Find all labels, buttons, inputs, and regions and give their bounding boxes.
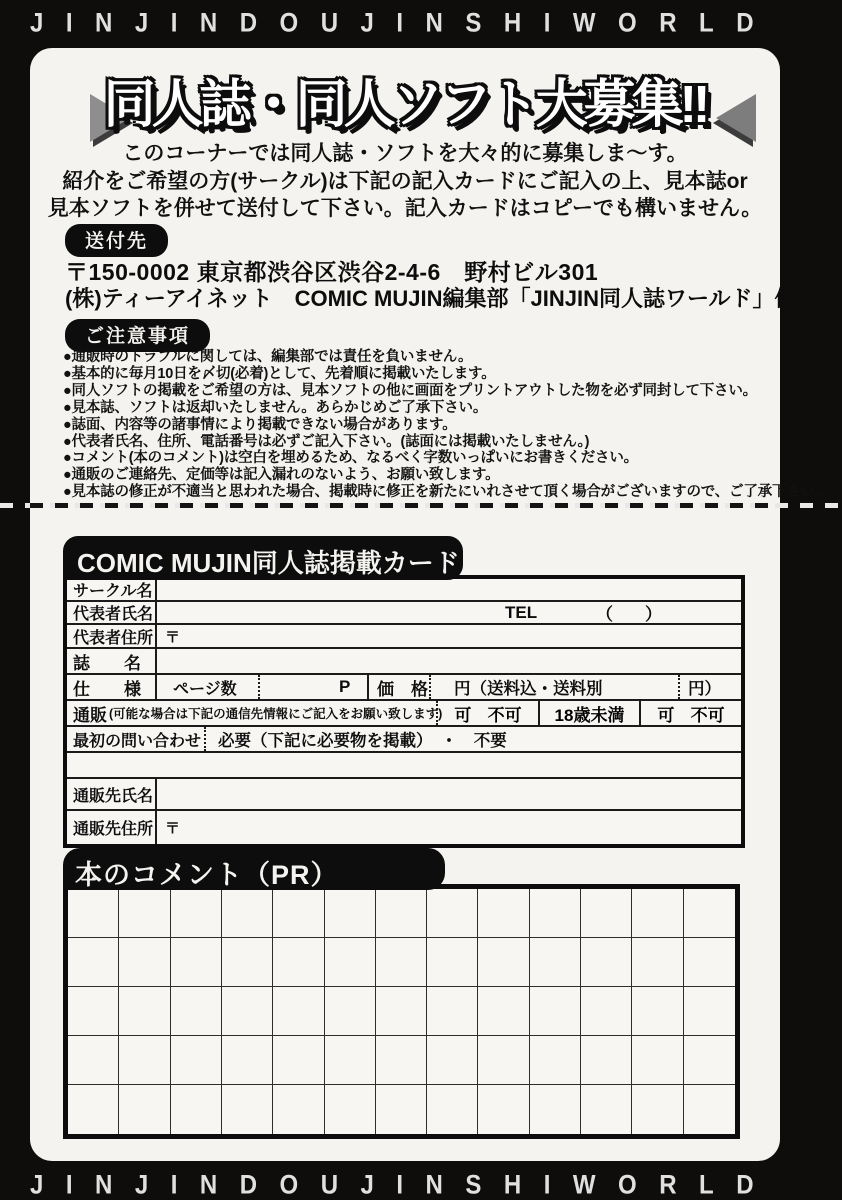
row-spec <box>67 675 741 701</box>
first-inquiry-options: 必要（下記に必要物を掲載） ・ 不要 <box>218 732 507 750</box>
comment-grid-cell <box>581 987 632 1036</box>
row-rep-addr <box>67 625 741 649</box>
ok-option: 可 <box>454 705 472 725</box>
comment-grid-cell <box>478 1036 529 1085</box>
comment-grid-cell <box>478 889 529 938</box>
comment-grid-cell <box>530 1036 581 1085</box>
comment-grid-cell <box>632 1036 683 1085</box>
under18-yes-no <box>641 701 741 725</box>
divider <box>367 675 369 699</box>
comment-grid-cell <box>222 1085 273 1134</box>
comment-grid <box>63 884 740 1139</box>
divider <box>429 675 431 699</box>
circle-name-label: サークル名 <box>67 579 157 600</box>
note-item: ●見本誌の修正が不適当と思われた場合、掲載時に修正を新たにいれさせて頂く場合がございますので、ご了承下さい。 <box>63 484 830 501</box>
comment-grid-cell <box>222 889 273 938</box>
comment-grid-cell <box>119 1085 170 1134</box>
comment-grid-cell <box>376 1085 427 1134</box>
ng-option: 不可 <box>487 705 522 725</box>
comment-grid-cell <box>171 1036 222 1085</box>
divider <box>678 675 680 699</box>
comment-grid-cell <box>171 1085 222 1134</box>
comment-grid-cell <box>222 987 273 1036</box>
price-label: 価 格 <box>377 679 428 699</box>
price-unit-close: 円） <box>688 680 721 698</box>
comment-grid-cell <box>68 987 119 1036</box>
comment-grid-cell <box>273 889 324 938</box>
comment-grid-cell <box>632 938 683 987</box>
divider <box>258 675 260 699</box>
comment-grid-cell <box>171 938 222 987</box>
intro-line: 見本ソフトを併せて送付して下さい。記入カードはコピーでも構いません。 <box>47 197 763 220</box>
comment-grid-cell <box>684 987 735 1036</box>
comment-grid-cell <box>376 889 427 938</box>
mail-order-label: 通販 <box>73 705 107 725</box>
row-book-title <box>67 649 741 675</box>
comment-grid-cell <box>68 1085 119 1134</box>
cut-line-dashes <box>30 503 780 508</box>
note-item: ●基本的に毎月10日を〆切(必着)として、先着順に掲載いたします。 <box>63 365 496 382</box>
comment-grid-cell <box>119 889 170 938</box>
notes-badge: ご注意事項 <box>65 319 210 352</box>
comment-grid-cell <box>273 987 324 1036</box>
row-mo-name <box>67 779 741 811</box>
comment-grid-cell <box>376 938 427 987</box>
mail-order-note: (可能な場合は下記の通信先情報にご記入をお願い致します) <box>109 707 443 721</box>
note-item: ●見本誌、ソフトは返却いたしません。あらかじめご了承下さい。 <box>63 399 488 416</box>
comment-grid-cell <box>273 938 324 987</box>
comment-grid-cell <box>427 1036 478 1085</box>
rep-name-label: 代表者氏名 <box>67 602 157 623</box>
price-unit-open: 円（送料込・送料別 <box>454 680 603 698</box>
row-mo-addr <box>67 811 741 844</box>
page-unit-label: P <box>339 677 351 696</box>
row-mail-order <box>67 701 741 727</box>
comment-grid-cell <box>273 1085 324 1134</box>
comment-grid-cell <box>684 889 735 938</box>
rep-addr-label: 代表者住所 <box>67 625 157 647</box>
comment-grid-cell <box>427 938 478 987</box>
page-count-label: ページ数 <box>173 680 237 698</box>
comment-grid-cell <box>632 1085 683 1134</box>
comment-grid-cell <box>273 1036 324 1085</box>
intro-text <box>30 140 780 223</box>
notes-list <box>63 349 829 501</box>
comment-grid-cell <box>171 889 222 938</box>
comment-grid-cell <box>68 938 119 987</box>
comment-grid-cell <box>478 1085 529 1134</box>
comment-grid-cell <box>222 938 273 987</box>
comment-grid-cell <box>530 889 581 938</box>
comment-tab-title: 本のコメント（PR） <box>63 848 445 890</box>
spec-label: 仕 様 <box>67 675 157 699</box>
page-title: 同人誌・同人ソフト大募集!! <box>103 76 707 134</box>
comment-grid-cell <box>684 1036 735 1085</box>
row-first-inquiry <box>67 727 741 753</box>
comment-grid-cell <box>632 889 683 938</box>
top-banner: JINJINDOUJINSHIWORLD <box>30 8 777 39</box>
tel-paren-close: ） <box>645 605 662 624</box>
comment-grid-cell <box>478 987 529 1036</box>
cut-line <box>0 503 842 508</box>
mo-name-label: 通販先氏名 <box>67 779 157 809</box>
comment-grid-cell <box>325 1085 376 1134</box>
note-item: ●代表者氏名、住所、電話番号は必ずご記入下さい。(誌面には掲載いたしません。) <box>63 433 590 450</box>
shipping-address-line1: 〒150-0002 東京都渋谷区渋谷2-4-6 野村ビル301 <box>65 259 599 285</box>
comment-grid-cell <box>325 889 376 938</box>
comment-grid-cell <box>581 1085 632 1134</box>
comment-grid-cell <box>325 987 376 1036</box>
row-rep-name <box>67 602 741 625</box>
intro-line: このコーナーでは同人誌・ソフトを大々的に募集しま～す。 <box>122 142 688 165</box>
card-tab-title: COMIC MUJIN同人誌掲載カード <box>63 536 463 580</box>
note-item: ●誌面、内容等の諸事情により掲載できない場合があります。 <box>63 416 457 433</box>
tel-label: TEL <box>505 602 538 622</box>
comment-grid-cell <box>325 938 376 987</box>
comment-grid-cell <box>427 889 478 938</box>
comment-grid-cell <box>530 987 581 1036</box>
comment-grid-cell <box>581 1036 632 1085</box>
postal-mark: 〒 <box>165 820 181 837</box>
under18-label: 18歳未満 <box>554 705 625 725</box>
comment-grid-cell <box>119 1036 170 1085</box>
row-spacer <box>67 753 741 779</box>
tel-paren-open: （ <box>596 605 613 624</box>
comment-grid-cell <box>581 938 632 987</box>
comment-grid-cell <box>68 1036 119 1085</box>
comment-grid-cell <box>171 987 222 1036</box>
comment-grid-cell <box>632 987 683 1036</box>
comment-grid-cell <box>376 987 427 1036</box>
submission-card-table <box>63 575 745 848</box>
comment-grid-cell <box>119 938 170 987</box>
intro-line: 紹介をご希望の方(サークル)は下記の記入カードにご記入の上、見本誌or <box>62 169 748 193</box>
comment-grid-cell <box>325 1036 376 1085</box>
comment-grid-cell <box>427 987 478 1036</box>
comment-grid-cell <box>427 1085 478 1134</box>
mail-order-yes-no <box>438 701 538 725</box>
comment-grid-cell <box>581 889 632 938</box>
comment-grid-cell <box>530 938 581 987</box>
comment-grid-cell <box>530 1085 581 1134</box>
note-item: ●同人ソフトの掲載をご希望の方は、見本ソフトの他に画面をプリントアウトした物を必ず同封して下さい。 <box>63 382 757 399</box>
comment-grid-cell <box>222 1036 273 1085</box>
ok-option: 可 <box>657 705 675 725</box>
shipping-address-line2: (株)ティーアイネット COMIC MUJIN編集部「JINJIN同人誌ワールド」係 <box>65 286 797 311</box>
comment-grid-cell <box>478 938 529 987</box>
book-title-label: 誌 名 <box>67 649 157 673</box>
note-item: ●通販のご連絡先、定価等は記入漏れのないよう、お願い致します。 <box>63 467 500 484</box>
comment-grid-cell <box>119 987 170 1036</box>
ng-option: 不可 <box>690 705 725 725</box>
comment-grid-cell <box>68 889 119 938</box>
note-item: ●コメント(本のコメント)は空白を埋めるため、なるべく字数いっぱいにお書きください。 <box>63 450 638 467</box>
content-panel <box>30 48 830 1161</box>
comment-grid-cell <box>684 938 735 987</box>
note-item: ●通販時のトラブルに関しては、編集部では責任を負いません。 <box>63 349 473 365</box>
comment-grid-cell <box>684 1085 735 1134</box>
row-circle-name <box>67 579 741 602</box>
postal-mark: 〒 <box>165 628 181 646</box>
bottom-banner: JINJINDOUJINSHIWORLD <box>30 1170 777 1200</box>
shipping-badge: 送付先 <box>65 224 168 257</box>
first-inquiry-label: 最初の問い合わせ <box>67 727 206 751</box>
comment-grid-cell <box>376 1036 427 1085</box>
mo-addr-label: 通販先住所 <box>67 811 157 844</box>
